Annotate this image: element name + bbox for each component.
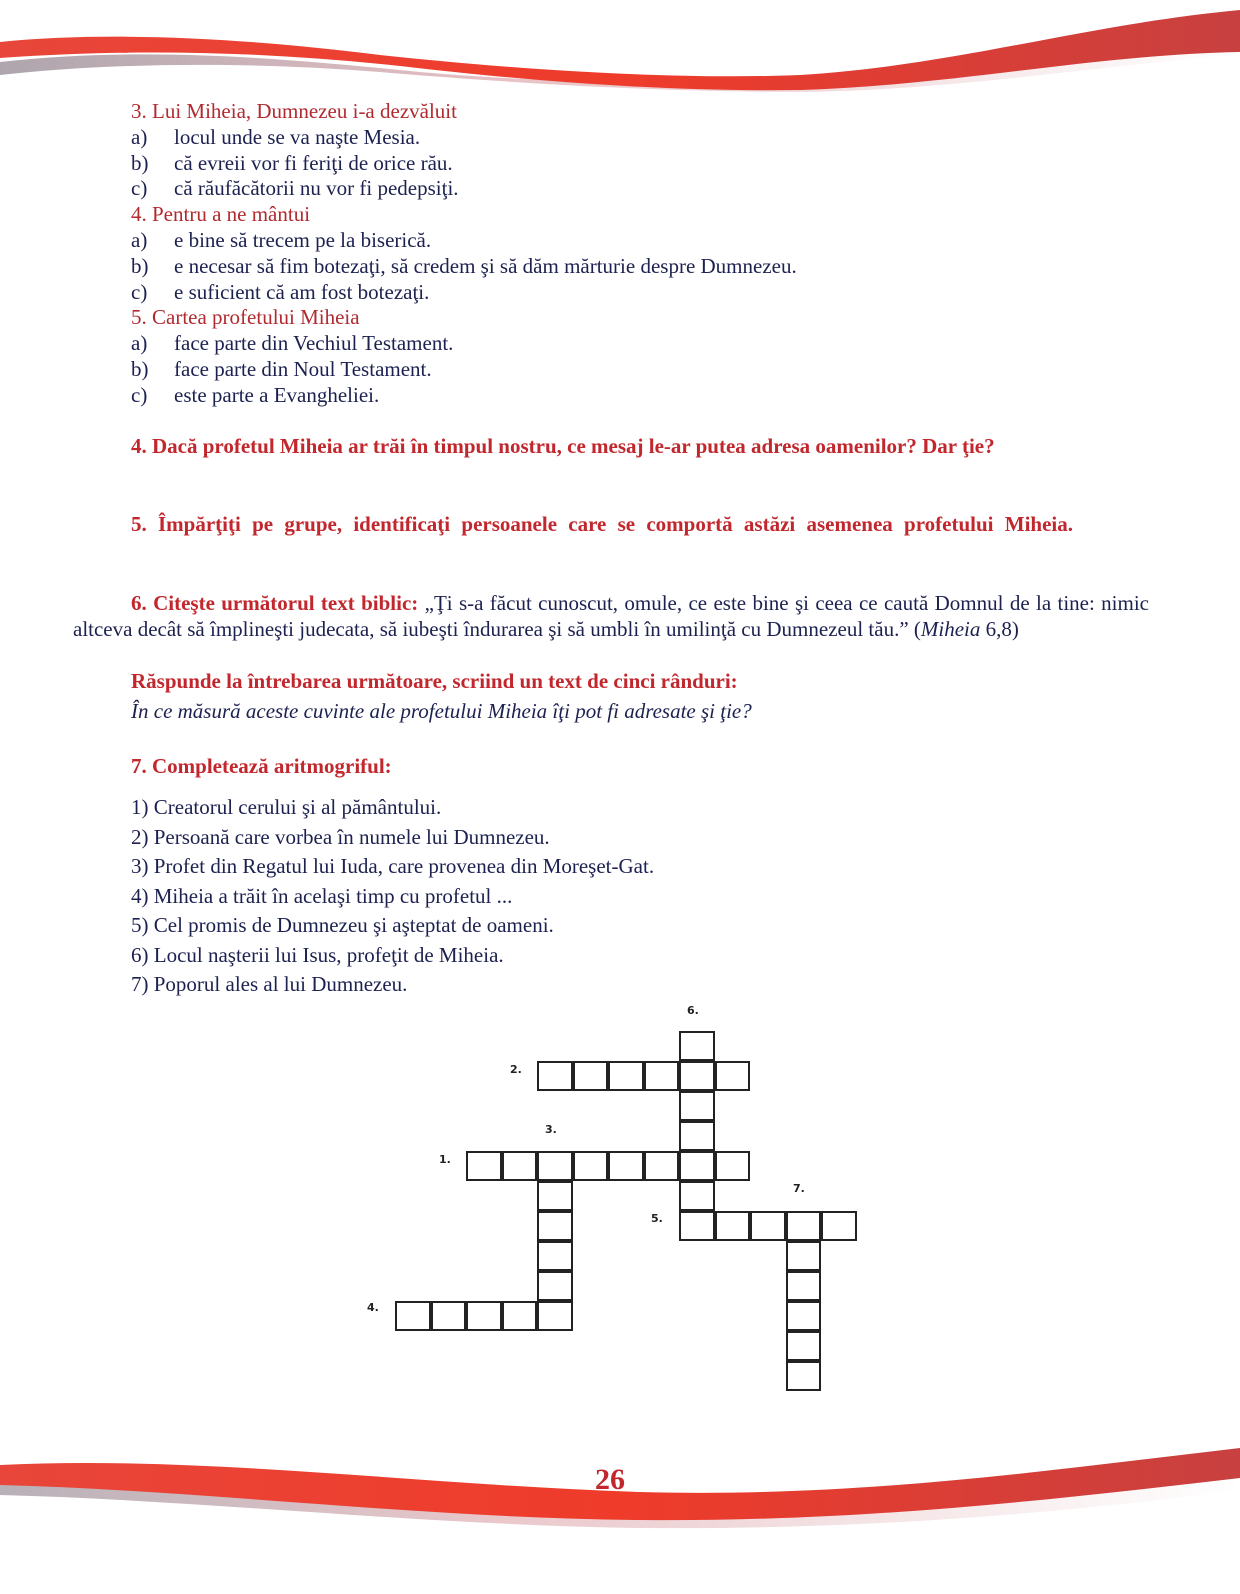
crossword-cell[interactable]	[608, 1151, 644, 1181]
crossword-number-label: 4.	[367, 1301, 379, 1314]
crossword-cell[interactable]	[679, 1211, 715, 1241]
crossword-number-label: 2.	[510, 1063, 522, 1076]
crossword-cell[interactable]	[537, 1271, 573, 1301]
option-text: e necesar să fim botezaţi, să credem şi să dăm mărturie despre Dumnezeu.	[174, 253, 797, 278]
task-6	[73, 591, 1149, 643]
quiz-question: 3. Lui Miheia, Dumnezeu i-a dezvăluit	[131, 99, 457, 123]
crossword-cell[interactable]	[679, 1091, 715, 1121]
quiz-option	[73, 280, 1149, 306]
option-text: este parte a Evangheliei.	[174, 382, 380, 407]
crossword-cell[interactable]	[786, 1271, 822, 1301]
bible-quote: „Ţi s-a făcut cunoscut, omule, ce este bine şi ceea ce caută Domnul de la tine: nimic altceva decât să împlineşti judecata, să iubeşti îndurarea şi să umbli în umilinţă cu Dumnezeul tău.” (	[73, 591, 1149, 641]
option-letter: c)	[131, 382, 148, 407]
option-letter: a)	[131, 124, 148, 149]
crossword-cell[interactable]	[502, 1301, 538, 1331]
clue-item: 2) Persoană care vorbea în numele lui Dumnezeu.	[131, 824, 550, 849]
crossword-cell[interactable]	[715, 1061, 751, 1091]
task-4: 4. Dacă profetul Miheia ar trăi în timpul nostru, ce mesaj le-ar putea adresa oamenilor? Dar ţie?	[131, 434, 995, 458]
option-text: e suficient că am fost botezaţi.	[174, 279, 430, 304]
quiz-question: 5. Cartea profetului Miheia	[131, 305, 360, 330]
option-text: face parte din Noul Testament.	[174, 356, 432, 381]
crossword-cell[interactable]	[537, 1151, 573, 1181]
task-6-instruction: Răspunde la întrebarea următoare, scriind un text de cinci rânduri:	[131, 669, 738, 693]
crossword-cell[interactable]	[821, 1211, 857, 1241]
crossword-cell[interactable]	[466, 1301, 502, 1331]
crossword-cell[interactable]	[679, 1061, 715, 1091]
crossword-cell[interactable]	[573, 1151, 609, 1181]
crossword-cell[interactable]	[395, 1301, 431, 1331]
option-text: face parte din Vechiul Testament.	[174, 331, 454, 356]
option-text: că răufăcătorii nu vor fi pedepsiţi.	[174, 176, 459, 201]
crossword-cell[interactable]	[573, 1061, 609, 1091]
crossword-cell[interactable]	[537, 1301, 573, 1331]
option-letter: b)	[131, 253, 149, 278]
quiz-option	[73, 151, 1149, 177]
clue-item: 4) Miheia a trăit în acelaşi timp cu profetul ...	[131, 883, 513, 908]
crossword-cell[interactable]	[644, 1151, 680, 1181]
quiz-section	[73, 99, 1149, 409]
crossword-number-label: 5.	[651, 1212, 663, 1225]
crossword-cell[interactable]	[715, 1211, 751, 1241]
crossword-cell[interactable]	[644, 1061, 680, 1091]
crossword-cell[interactable]	[537, 1211, 573, 1241]
option-letter: a)	[131, 227, 148, 252]
crossword-cell[interactable]	[786, 1301, 822, 1331]
crossword-cell[interactable]	[431, 1301, 467, 1331]
crossword-cell[interactable]	[502, 1151, 538, 1181]
option-letter: b)	[131, 150, 149, 175]
quiz-question: 4. Pentru a ne mântui	[131, 202, 311, 227]
crossword-number-label: 7.	[793, 1182, 805, 1195]
quiz-option	[73, 254, 1149, 280]
crossword-cell[interactable]	[786, 1241, 822, 1271]
crossword-cell[interactable]	[715, 1151, 751, 1181]
option-text: e bine să trecem pe la biserică.	[174, 227, 432, 252]
task-5: 5. Împărţiţi pe grupe, identificaţi persoanele care se comportă astăzi asemenea profetului Miheia.	[131, 512, 1073, 536]
crossword-cell[interactable]	[679, 1181, 715, 1211]
crossword-cell[interactable]	[786, 1331, 822, 1361]
crossword-cell[interactable]	[608, 1061, 644, 1091]
crossword-cell[interactable]	[786, 1211, 822, 1241]
crossword-cell[interactable]	[679, 1121, 715, 1151]
option-text: locul unde se va naşte Mesia.	[174, 124, 421, 149]
clue-item: 3) Profet din Regatul lui Iuda, care provenea din Moreşet-Gat.	[131, 854, 655, 878]
quiz-option	[73, 357, 1149, 383]
clue-item: 6) Locul naşterii lui Isus, profeţit de Miheia.	[131, 942, 504, 967]
clue-item: 1) Creatorul cerului şi al pământului.	[131, 795, 442, 819]
quiz-option	[73, 228, 1149, 254]
crossword-cell[interactable]	[786, 1361, 822, 1391]
page-number: 26	[595, 1463, 625, 1496]
crossword-cell[interactable]	[537, 1181, 573, 1211]
quiz-option	[73, 125, 1149, 151]
task-6-prompt: În ce măsură aceste cuvinte ale profetului Miheia îţi pot fi adresate şi ţie?	[131, 699, 752, 723]
quiz-option	[73, 383, 1149, 409]
option-letter: b)	[131, 356, 149, 381]
crossword-cell[interactable]	[537, 1241, 573, 1271]
option-letter: c)	[131, 176, 148, 201]
option-letter: a)	[131, 331, 148, 356]
crossword-cell[interactable]	[679, 1031, 715, 1061]
crossword-number-label: 6.	[687, 1004, 699, 1017]
crossword-cell[interactable]	[679, 1151, 715, 1181]
clue-item: 7) Poporul ales al lui Dumnezeu.	[131, 972, 408, 996]
crossword-cell[interactable]	[537, 1061, 573, 1091]
quiz-option	[73, 176, 1149, 202]
crossword-cell[interactable]	[466, 1151, 502, 1181]
task-7-title: 7. Completează aritmogriful:	[131, 754, 392, 778]
option-text: că evreii vor fi feriţi de orice rău.	[174, 150, 453, 175]
crossword-cell[interactable]	[750, 1211, 786, 1241]
option-letter: c)	[131, 279, 148, 304]
task-6-label: 6. Citeşte următorul text biblic:	[131, 591, 419, 615]
quiz-option	[73, 331, 1149, 357]
clue-item: 5) Cel promis de Dumnezeu şi aşteptat de oameni.	[131, 913, 554, 937]
header-wave-decoration	[0, 0, 1240, 110]
crossword-number-label: 3.	[545, 1123, 557, 1136]
bible-ref-book: Miheia	[920, 616, 981, 641]
bible-ref-verse: 6,8)	[980, 616, 1019, 641]
crossword-number-label: 1.	[439, 1153, 451, 1166]
